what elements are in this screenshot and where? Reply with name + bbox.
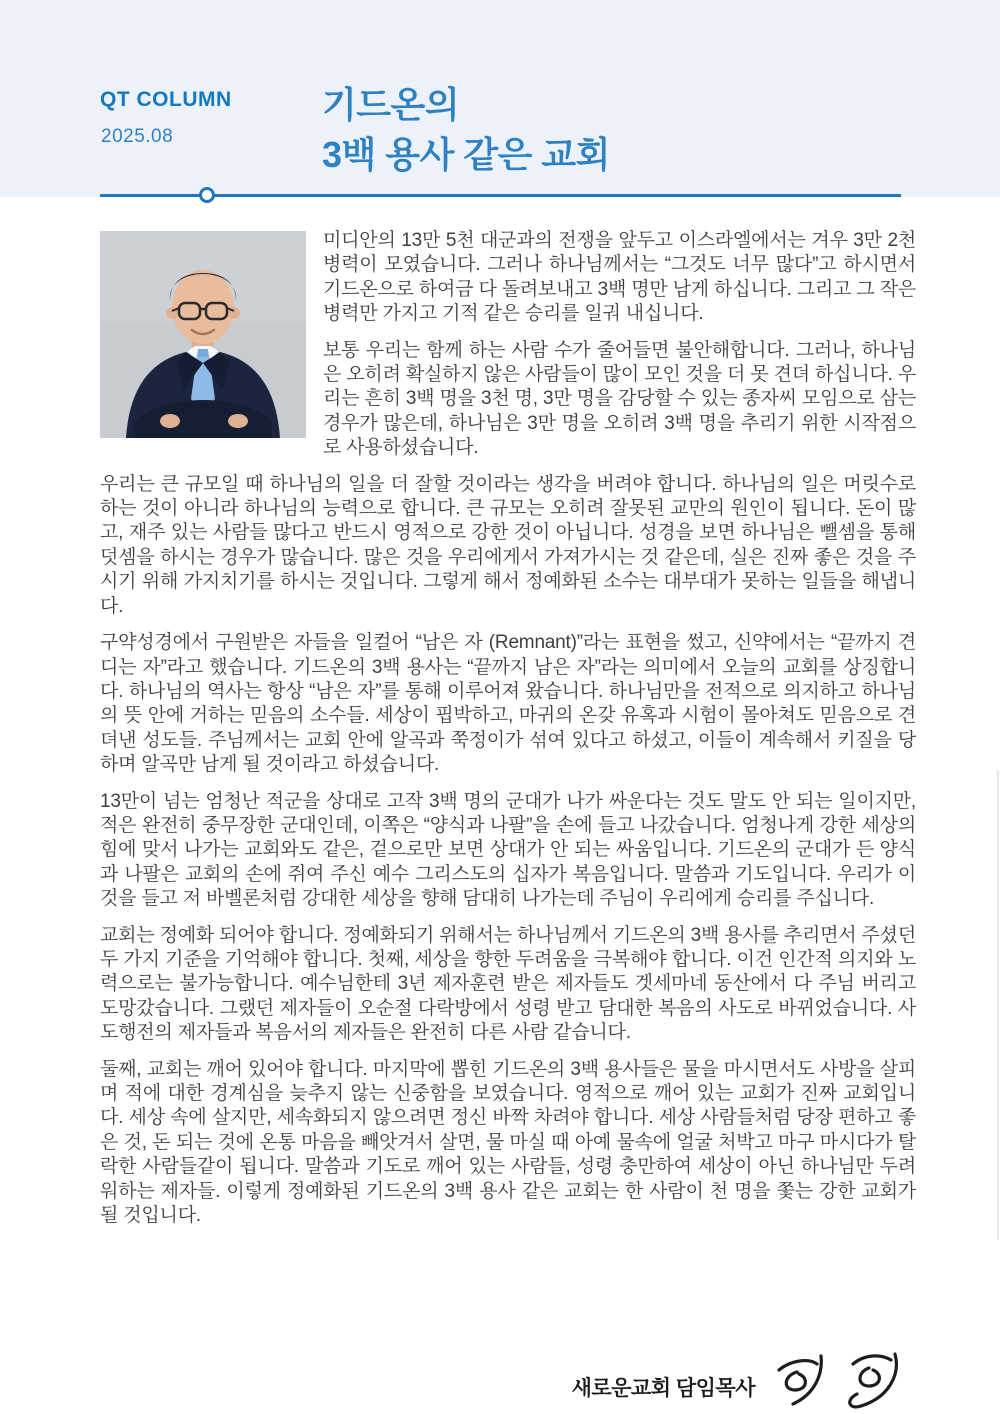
header-band: [0, 0, 1000, 197]
article-paragraph: 둘째, 교회는 깨어 있어야 합니다. 마지막에 뽑힌 기드온의 3백 용사들은 물을 마시면서도 사방을 살피며 적에 대한 경계심을 늦추지 않는 신중함을 보였습니다. 영적으로 깨어 있는 교회가 진짜 교회입니다. 세상 속에 살지만, 세속화되지 않으려면 정신 바짝 차려야 합니다. 세상 사람들처럼 당장 편하고 좋은 것, 돈 되는 것에 온통 마음을 빼앗겨서 살면, 물 마실 때 아예 물속에 얼굴 처박고 마구 마시다가 탈락한 사람들같이 됩니다. 말씀과 기도로 깨어 있는 사람들, 성령 충만하여 세상이 아닌 하나님만 두려워하는 제자들. 이렇게 정예화된 기드온의 3백 용사 같은 교회는 한 사람이 천 명을 쫓는 강한 교회가 될 것입니다.: [100, 1058, 916, 1227]
column-kicker: QT COLUMN: [100, 88, 232, 111]
page-edge-shadow: [997, 770, 999, 1240]
article-paragraph: 구약성경에서 구원받은 자들을 일컬어 “남은 자 (Remnant)”라는 표현을 썼고, 신약에서는 “끝까지 견디는 자”라고 했습니다. 기드온의 3백 용사는 “끝까지 남은 자”라는 의미에서 오늘의 교회를 상징합니다. 하나님의 역사는 항상 “남은 자”를 통해 이루어져 왔습니다. 하나님만을 전적으로 의지하고 하나님의 뜻 안에 거하는 믿음의 소수들. 세상이 핍박하고, 마귀의 온갖 유혹과 시험이 몰아쳐도 믿음으로 견뎌낸 성도들. 주님께서는 교회 안에 알곡과 쭉정이가 섞여 있다고 하셨고, 이들이 계속해서 키질을 당하며 알곡만 남게 될 것이라고 하셨습니다.: [100, 632, 916, 776]
pastor-signature: [765, 1350, 915, 1412]
article-paragraph: 교회는 정예화 되어야 합니다. 정예화되기 위해서는 하나님께서 기드온의 3백 용사를 추리면서 주셨던 두 가지 기준을 기억해야 합니다. 첫째, 세상을 향한 두려움을 극복해야 합니다. 이건 인간적 의지와 노력으로는 불가능합니다. 예수님한테 3년 제자훈련 받은 제자들도 겟세마네 동산에서 다 주님 버리고 도망갔습니다. 그랬던 제자들이 오순절 다락방에서 성령 받고 담대한 복음의 사도로 바뀌었습니다. 사도행전의 제자들과 복음서의 제자들은 완전히 다른 사람 같습니다.: [100, 924, 916, 1044]
divider-dot: [199, 187, 215, 203]
column-date: 2025.08: [101, 126, 174, 147]
page-title-line1: 기드온의: [322, 84, 460, 125]
divider-rule: [100, 194, 901, 197]
article-paragraph: 13만이 넘는 엄청난 적군을 상대로 고작 3백 명의 군대가 나가 싸운다는 것도 말도 안 되는 일이지만, 적은 완전히 중무장한 군대인데, 이쪽은 “양식과 나팔”을 손에 들고 나갔습니다. 엄청나게 강한 세상의 힘에 맞서 나가는 교회와도 같은, 겉으로만 보면 상대가 안 되는 싸움입니다. 기드온의 군대가 든 양식과 나팔은 교회의 손에 쥐여 주신 예수 그리스도의 십자가 복음입니다. 말씀과 기도입니다. 우리가 이것을 들고 저 바벨론처럼 강대한 세상을 향해 담대히 나가는데 주님이 우리에게 승리를 주십니다.: [100, 790, 916, 910]
article-paragraph: 우리는 큰 규모일 때 하나님의 일을 더 잘할 것이라는 생각을 버려야 합니다. 하나님의 일은 머릿수로 하는 것이 아니라 하나님의 능력으로 합니다. 큰 규모는 오히려 잘못된 교만의 원인이 됩니다. 돈이 많고, 재주 있는 사람들 많다고 반드시 영적으로 강한 것이 아닙니다. 성경을 보면 하나님은 뺄셈을 통해 덧셈을 하시는 경우가 많습니다. 많은 것을 우리에게서 가져가시는 것 같은데, 실은 진짜 좋은 것을 주시기 위해 가지치기를 하시는 것입니다. 그렇게 해서 정예화된 소수는 대부대가 못하는 일들을 해냅니다.: [100, 473, 916, 617]
signature-block: [572, 1348, 915, 1412]
signature-title: 새로운교회 담임목사: [571, 1377, 755, 1400]
article-paragraph: 미디안의 13만 5천 대군과의 전쟁을 앞두고 이스라엘에서는 겨우 3만 2천 병력이 모였습니다. 그러나 하나님께서는 “그것도 너무 많다”고 하시면서 기드온으로 하여금 다 돌려보내고 3백 명만 남게 하십니다. 그리고 그 작은 병력만 가지고 기적 같은 승리를 일궈 내십니다.: [323, 230, 917, 325]
article-body: [100, 229, 916, 1240]
page-title: [322, 80, 610, 180]
pastor-photo: [100, 231, 306, 438]
article-paragraph: 보통 우리는 함께 하는 사람 수가 줄어들면 불안해합니다. 그러나, 하나님은 오히려 확실하지 않은 사람들이 많이 모인 것을 더 못 견뎌 하십니다. 우리는 흔히 3백 명을 3천 명, 3만 명을 감당할 수 있는 종자씨 모임으로 삼는 경우가 많은데, 하나님은 3만 명을 오히려 3백 명을 추리기 위한 시작점으로 사용하셨습니다.: [323, 339, 916, 459]
page-title-line2: 3백 용사 같은 교회: [322, 134, 610, 175]
